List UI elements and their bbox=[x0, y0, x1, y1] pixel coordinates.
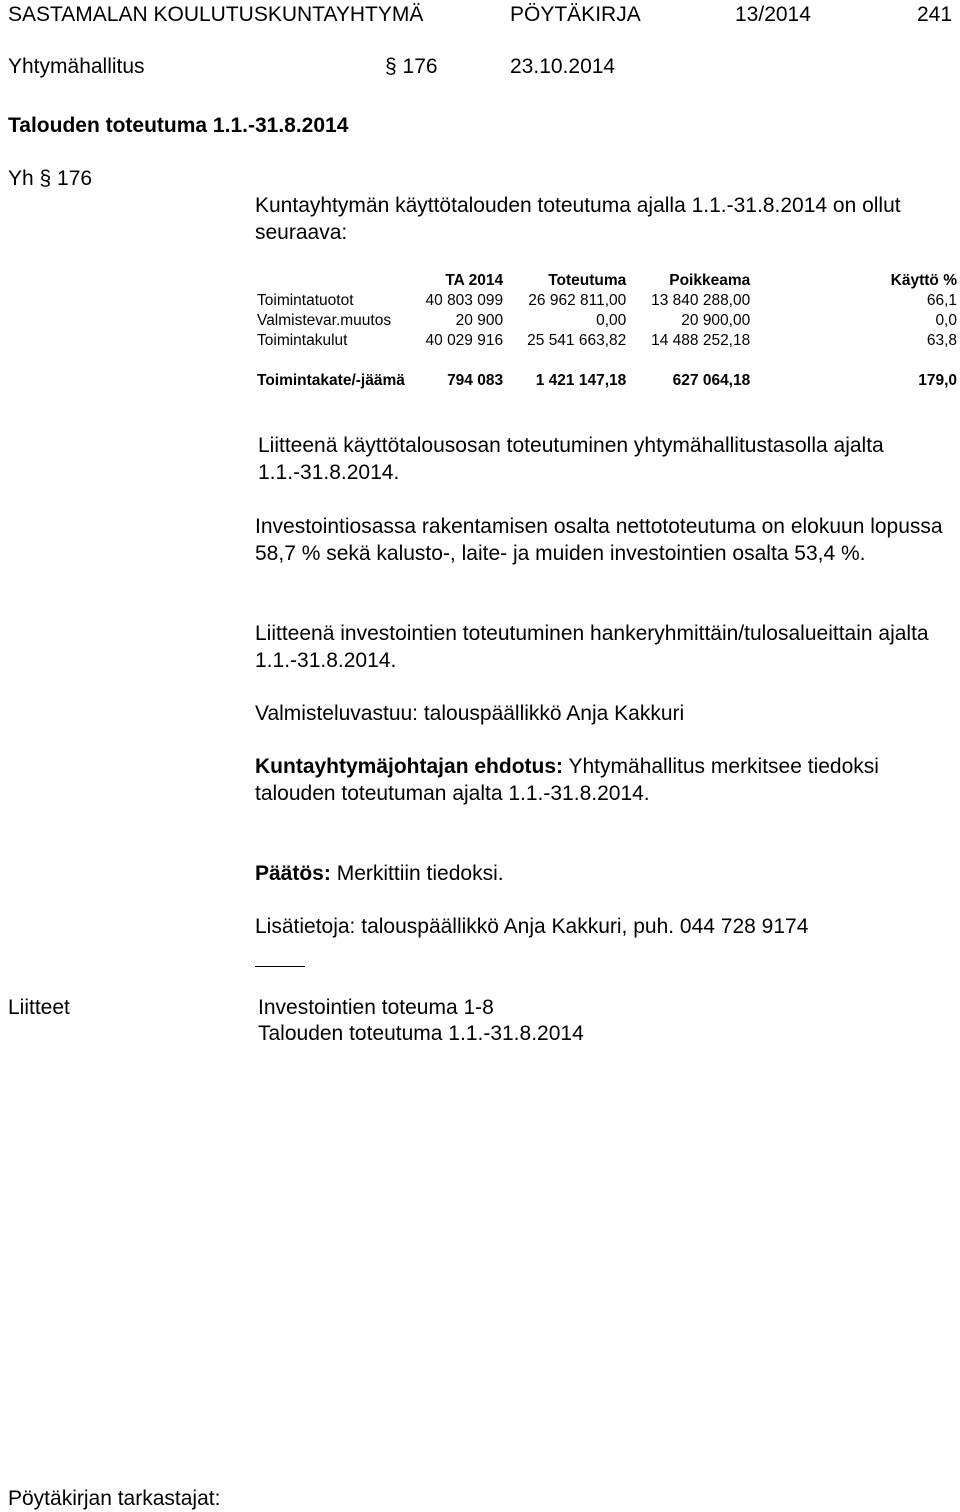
section-number: § 176 bbox=[385, 55, 438, 78]
section-label: Yh § 176 bbox=[8, 167, 93, 190]
table-cell: 14 488 252,18 bbox=[651, 332, 751, 349]
budget-table bbox=[257, 270, 957, 391]
table-header-cell: Toteutuma bbox=[548, 272, 627, 289]
table-row bbox=[257, 291, 957, 311]
attachment-item: Investointien toteuma 1-8 bbox=[258, 996, 494, 1019]
table-cell: Toimintatuotot bbox=[257, 292, 354, 309]
document-type: PÖYTÄKIRJA bbox=[510, 3, 641, 26]
table-cell: 20 900,00 bbox=[681, 312, 751, 329]
reviewers-label: Pöytäkirjan tarkastajat: bbox=[8, 1487, 221, 1510]
table-total-cell: 1 421 147,18 bbox=[535, 372, 627, 389]
table-row bbox=[257, 331, 957, 351]
table-cell: 0,00 bbox=[596, 312, 627, 329]
table-header-cell: TA 2014 bbox=[445, 272, 504, 289]
table-cell: 13 840 288,00 bbox=[651, 292, 751, 309]
decision-text: Merkittiin tiedoksi. bbox=[336, 862, 504, 885]
document-title: Talouden toteutuma 1.1.-31.8.2014 bbox=[8, 114, 349, 137]
page-number: 241 bbox=[917, 3, 953, 26]
investment-paragraph: Investointiosassa rakentamisen osalta nettototeutuma on elokuun lopussa 58,7 % sekä kalusto-, laite- ja muiden investointien osalta 53,4 %. bbox=[255, 515, 943, 565]
intro-paragraph: Kuntayhtymän käyttötalouden toteutuma ajalla 1.1.-31.8.2014 on ollut seuraava: bbox=[255, 194, 901, 244]
attachments-label: Liitteet bbox=[8, 996, 70, 1019]
table-cell: 66,1 bbox=[926, 292, 957, 309]
table-cell: Valmistevar.muutos bbox=[257, 312, 392, 329]
separator-line bbox=[255, 966, 305, 967]
table-cell: 26 962 811,00 bbox=[528, 292, 627, 309]
info-paragraph: Lisätietoja: talouspäällikkö Anja Kakkuri, puh. 044 728 9174 bbox=[255, 915, 809, 938]
table-total-cell: 627 064,18 bbox=[672, 372, 751, 389]
governing-body: Yhtymähallitus bbox=[8, 55, 145, 78]
decision-label: Päätös: bbox=[255, 862, 331, 885]
proposal-text: Yhtymähallitus merkitsee tiedoksi talouden toteutuman ajalta 1.1.-31.8.2014. bbox=[255, 755, 879, 805]
attachments-list bbox=[258, 995, 584, 1047]
attachment-item: Talouden toteutuma 1.1.-31.8.2014 bbox=[258, 1022, 584, 1045]
preparer-paragraph: Valmisteluvastuu: talouspäällikkö Anja Kakkuri bbox=[255, 702, 685, 725]
organization-name: SASTAMALAN KOULUTUSKUNTAYHTYMÄ bbox=[8, 3, 424, 26]
table-cell: 63,8 bbox=[926, 332, 957, 349]
table-total-row bbox=[257, 371, 957, 391]
table-cell: 40 803 099 bbox=[425, 292, 504, 309]
table-cell: 0,0 bbox=[935, 312, 957, 329]
table-total-cell: 794 083 bbox=[447, 372, 504, 389]
table-cell: 40 029 916 bbox=[425, 332, 504, 349]
table-header-row bbox=[257, 270, 957, 291]
table-total-cell: 179,0 bbox=[918, 372, 957, 389]
table-header-cell bbox=[257, 270, 417, 291]
table-total-cell: Toimintakate/-jäämä bbox=[257, 372, 405, 389]
table-spacer-row bbox=[257, 351, 957, 371]
decision-paragraph bbox=[255, 861, 955, 888]
attachment-investment-paragraph: Liitteenä investointien toteutuminen hankeryhmittäin/tulosalueittain ajalta 1.1.-31.8.2014. bbox=[255, 622, 929, 672]
table-cell: 20 900 bbox=[455, 312, 504, 329]
table-cell: 25 541 663,82 bbox=[527, 332, 627, 349]
proposal-label: Kuntayhtymäjohtajan ehdotus: bbox=[255, 755, 564, 778]
attachment-operating-paragraph: Liitteenä käyttötalousosan toteutuminen yhtymähallitustasolla ajalta 1.1.-31.8.2014. bbox=[258, 434, 884, 484]
meeting-date: 23.10.2014 bbox=[510, 55, 616, 78]
table-cell: Toimintakulut bbox=[257, 332, 348, 349]
table-row bbox=[257, 311, 957, 331]
document-number: 13/2014 bbox=[735, 3, 811, 26]
table-header-cell: Poikkeama bbox=[669, 272, 751, 289]
table-header-cell: Käyttö % bbox=[890, 272, 957, 289]
proposal-paragraph bbox=[255, 754, 955, 807]
